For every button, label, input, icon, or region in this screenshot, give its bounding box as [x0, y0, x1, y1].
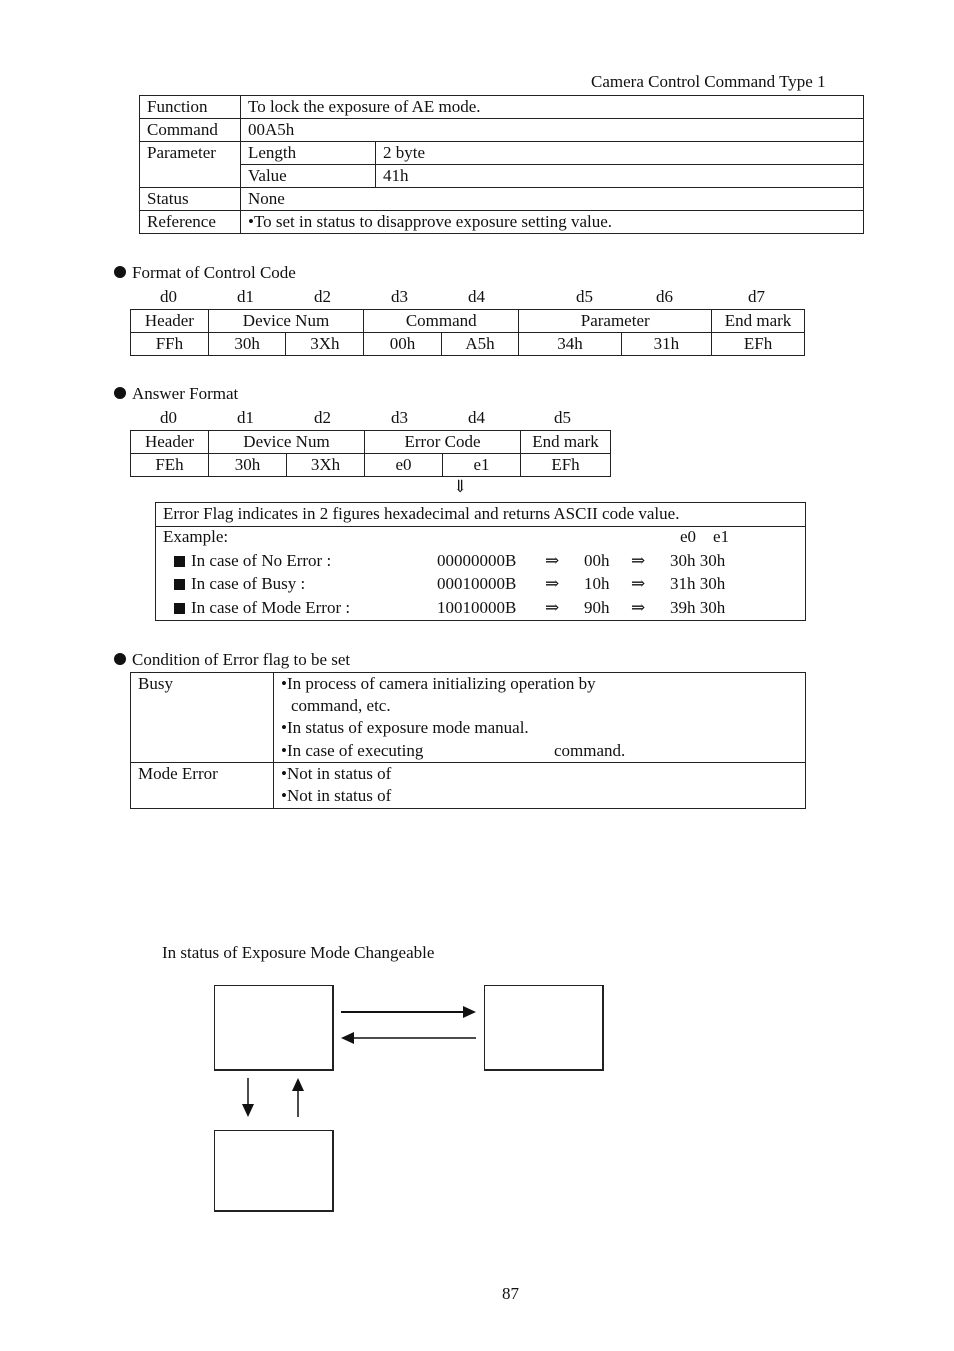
busy-line: •In case of executing — [281, 741, 424, 760]
busy-line: command, etc. — [291, 696, 391, 715]
cc-value: 31h — [621, 333, 711, 356]
mode-error-label: Mode Error — [138, 764, 218, 783]
af-end-mark-field: End mark — [521, 431, 611, 454]
right-arrow-icon: ⇒ — [545, 551, 560, 570]
arrow-up-icon — [292, 1078, 304, 1117]
right-arrow-icon: ⇒ — [545, 598, 560, 617]
value-value: 41h — [376, 165, 864, 188]
right-arrow-icon: ⇒ — [631, 551, 646, 570]
af-value: e0 — [365, 454, 443, 477]
length-label: Length — [241, 142, 376, 165]
af-value: 3Xh — [287, 454, 365, 477]
cc-end-mark-field: End mark — [712, 310, 805, 333]
command-value: 00A5h — [241, 119, 864, 142]
arrow-left-icon — [341, 1032, 476, 1044]
cc-device-num-field: Device Num — [208, 310, 363, 333]
diagram-caption: In status of Exposure Mode Changeable — [162, 943, 435, 962]
right-arrow-icon: ⇒ — [631, 598, 646, 617]
busy-label: Busy — [138, 674, 173, 693]
af-value: FEh — [131, 454, 209, 477]
command-label: Command — [140, 119, 241, 142]
mode-error-line: •Not in status of — [281, 764, 392, 783]
right-arrow-icon: ⇒ — [545, 574, 560, 593]
right-arrow-icon: ⇒ — [631, 574, 646, 593]
cc-value: 00h — [364, 333, 442, 356]
page-header-title: Camera Control Command Type 1 — [591, 72, 826, 91]
busy-line: •In status of exposure mode manual. — [281, 718, 529, 737]
cc-value: A5h — [441, 333, 519, 356]
down-arrow-icon: ⇓ — [453, 477, 468, 496]
cc-parameter-field: Parameter — [519, 310, 712, 333]
error-flag-description: Error Flag indicates in 2 figures hexadecimal and returns ASCII code value. — [163, 504, 680, 523]
cc-value: 3Xh — [286, 333, 364, 356]
e0-e1-header: e0 e1 — [680, 527, 730, 546]
cc-command-field: Command — [364, 310, 519, 333]
example-label: Example: — [163, 527, 229, 546]
busy-line: •In process of camera initializing operation by — [281, 674, 596, 693]
status-value: None — [241, 188, 864, 211]
af-device-num-field: Device Num — [209, 431, 365, 454]
reference-label: Reference — [140, 211, 241, 234]
cc-value: FFh — [131, 333, 209, 356]
page-number: 87 — [502, 1284, 519, 1303]
answer-format-heading: Answer Format — [114, 384, 238, 404]
af-value: 30h — [209, 454, 287, 477]
cc-header-field: Header — [131, 310, 209, 333]
status-label: Status — [140, 188, 241, 211]
cc-value: 34h — [519, 333, 621, 356]
length-value: 2 byte — [376, 142, 864, 165]
cc-value: EFh — [712, 333, 805, 356]
busy-line: command. — [554, 741, 626, 760]
arrow-right-icon — [341, 1006, 476, 1018]
arrow-down-icon — [242, 1078, 254, 1117]
function-value: To lock the exposure of AE mode. — [241, 96, 864, 119]
value-label: Value — [241, 165, 376, 188]
control-code-heading: Format of Control Code — [114, 263, 296, 283]
conditions-heading: Condition of Error flag to be set — [114, 650, 350, 670]
reference-value: •To set in status to disapprove exposure setting value. — [241, 211, 864, 234]
af-value: EFh — [521, 454, 611, 477]
af-value: e1 — [443, 454, 521, 477]
af-header-field: Header — [131, 431, 209, 454]
parameter-label: Parameter — [140, 142, 241, 188]
mode-error-line: •Not in status of — [281, 786, 392, 805]
cc-value: 30h — [208, 333, 286, 356]
function-label: Function — [140, 96, 241, 119]
af-error-code-field: Error Code — [365, 431, 521, 454]
